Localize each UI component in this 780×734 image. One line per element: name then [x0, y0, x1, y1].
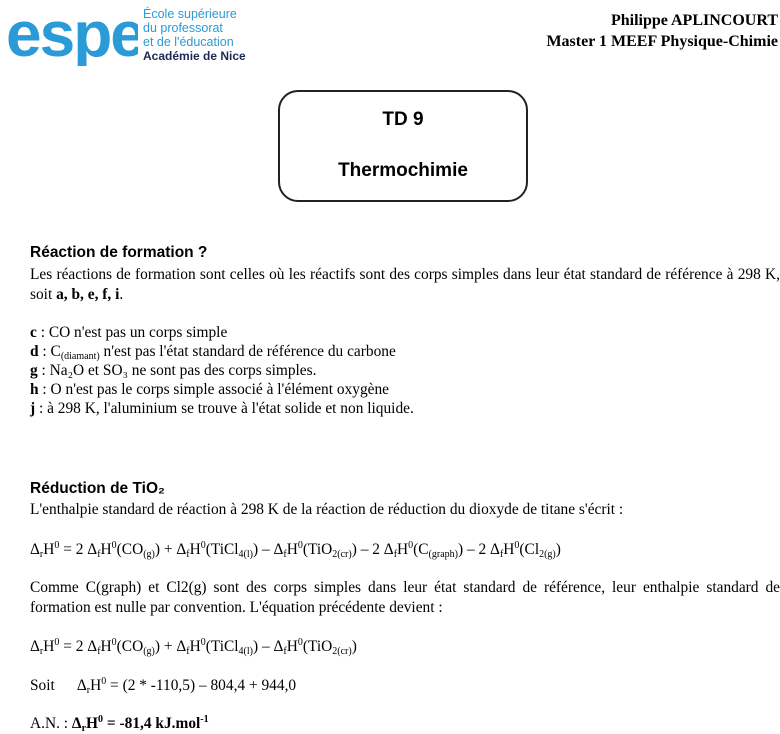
logo-line-3: et de l'éducation: [143, 35, 234, 49]
section2-intro: L'enthalpie standard de réaction à 298 K de la réaction de réduction du dioxyde de titane s'écrit :: [30, 501, 624, 518]
equation-soit: Soit $\Delta_rH^0 = (2 * -110,5) - 804,4 + 944,0$: [30, 676, 297, 696]
td-number: TD 9: [382, 109, 424, 130]
item-d: d : C(diamant) n'est pas l'état standard de référence du carbone: [30, 343, 396, 362]
section1-intro-text: Les réactions de formation sont celles où les réactifs sont des corps simples dans leur état standard de référence à 298 K, soit: [30, 266, 780, 303]
item-g: g : Na₂O et SO₃ ne sont pas des corps simples.: [30, 362, 317, 379]
section1-heading: Réaction de formation ?: [30, 244, 208, 261]
espe-logo-mark: [6, 4, 138, 66]
section2-comment: Comme C(graph) et Cl2(g) sont des corps simples dans leur état standard de référence, leur enthalpie standard de formation est nulle par convention. L'équation précédente devient :: [30, 579, 780, 616]
section1-answer: a, b, e, f, i: [56, 285, 120, 303]
espe-logo-word: espe: [6, 4, 138, 66]
td-subject: Thermochimie: [338, 160, 468, 181]
soit-equation: = (2 * -110,5) – 804,4 + 944,0: [110, 677, 297, 694]
numerical-result: A.N. : $\Delta_rH^0 = -81,4$ kJ.mol$^{-1}$: [30, 714, 209, 734]
course-name: Master 1 MEEF Physique-Chimie: [546, 33, 778, 50]
logo-text: [143, 7, 246, 63]
item-h: h : O n'est pas le corps simple associé à l'élément oxygène: [30, 381, 390, 398]
section1-intro: Les réactions de formation sont celles où les réactifs sont des corps simples dans leur état standard de référence à 298 K, soit a, b, e, f, i.: [30, 266, 780, 303]
item-c: c : CO n'est pas un corps simple: [30, 324, 228, 341]
equation-2: $\Delta_rH^0 = 2$ $\Delta_fH^0(CO_{(g)})$ + $\Delta_fH^0(TiCl_{4(l)}) - \Delta_fH^0(TiO_{2(cr)})$: [30, 637, 357, 657]
espe-logo: [6, 4, 256, 66]
author-name: Philippe APLINCOURT: [610, 12, 778, 29]
item-j: j : à 298 K, l'aluminium se trouve à l'état solide et non liquide.: [30, 400, 414, 417]
author-block: [546, 10, 778, 52]
logo-line-4: Académie de Nice: [143, 49, 246, 63]
section2-heading: Réduction de TiO₂: [30, 480, 165, 497]
an-label: A.N. :: [30, 715, 69, 732]
result-value: = -81,4 kJ.mol: [106, 715, 201, 732]
logo-line-2: du professorat: [143, 21, 223, 35]
equation-1: $\Delta_rH^0 = 2$ $\Delta_fH^0(CO_{(g)})$ + $\Delta_fH^0(TiCl_{4(l)}) - \Delta_fH^0(TiO_{2(cr)}) - 2$ $\Delta_fH^0(C_{(graph)}) - 2$ $\Delta_fH^0(Cl_{2(g)})$: [30, 540, 561, 560]
logo-line-1: École supérieure: [143, 7, 237, 21]
result-exponent: -1: [200, 714, 209, 725]
soit-label: Soit: [30, 677, 55, 694]
title-box: [278, 90, 528, 202]
